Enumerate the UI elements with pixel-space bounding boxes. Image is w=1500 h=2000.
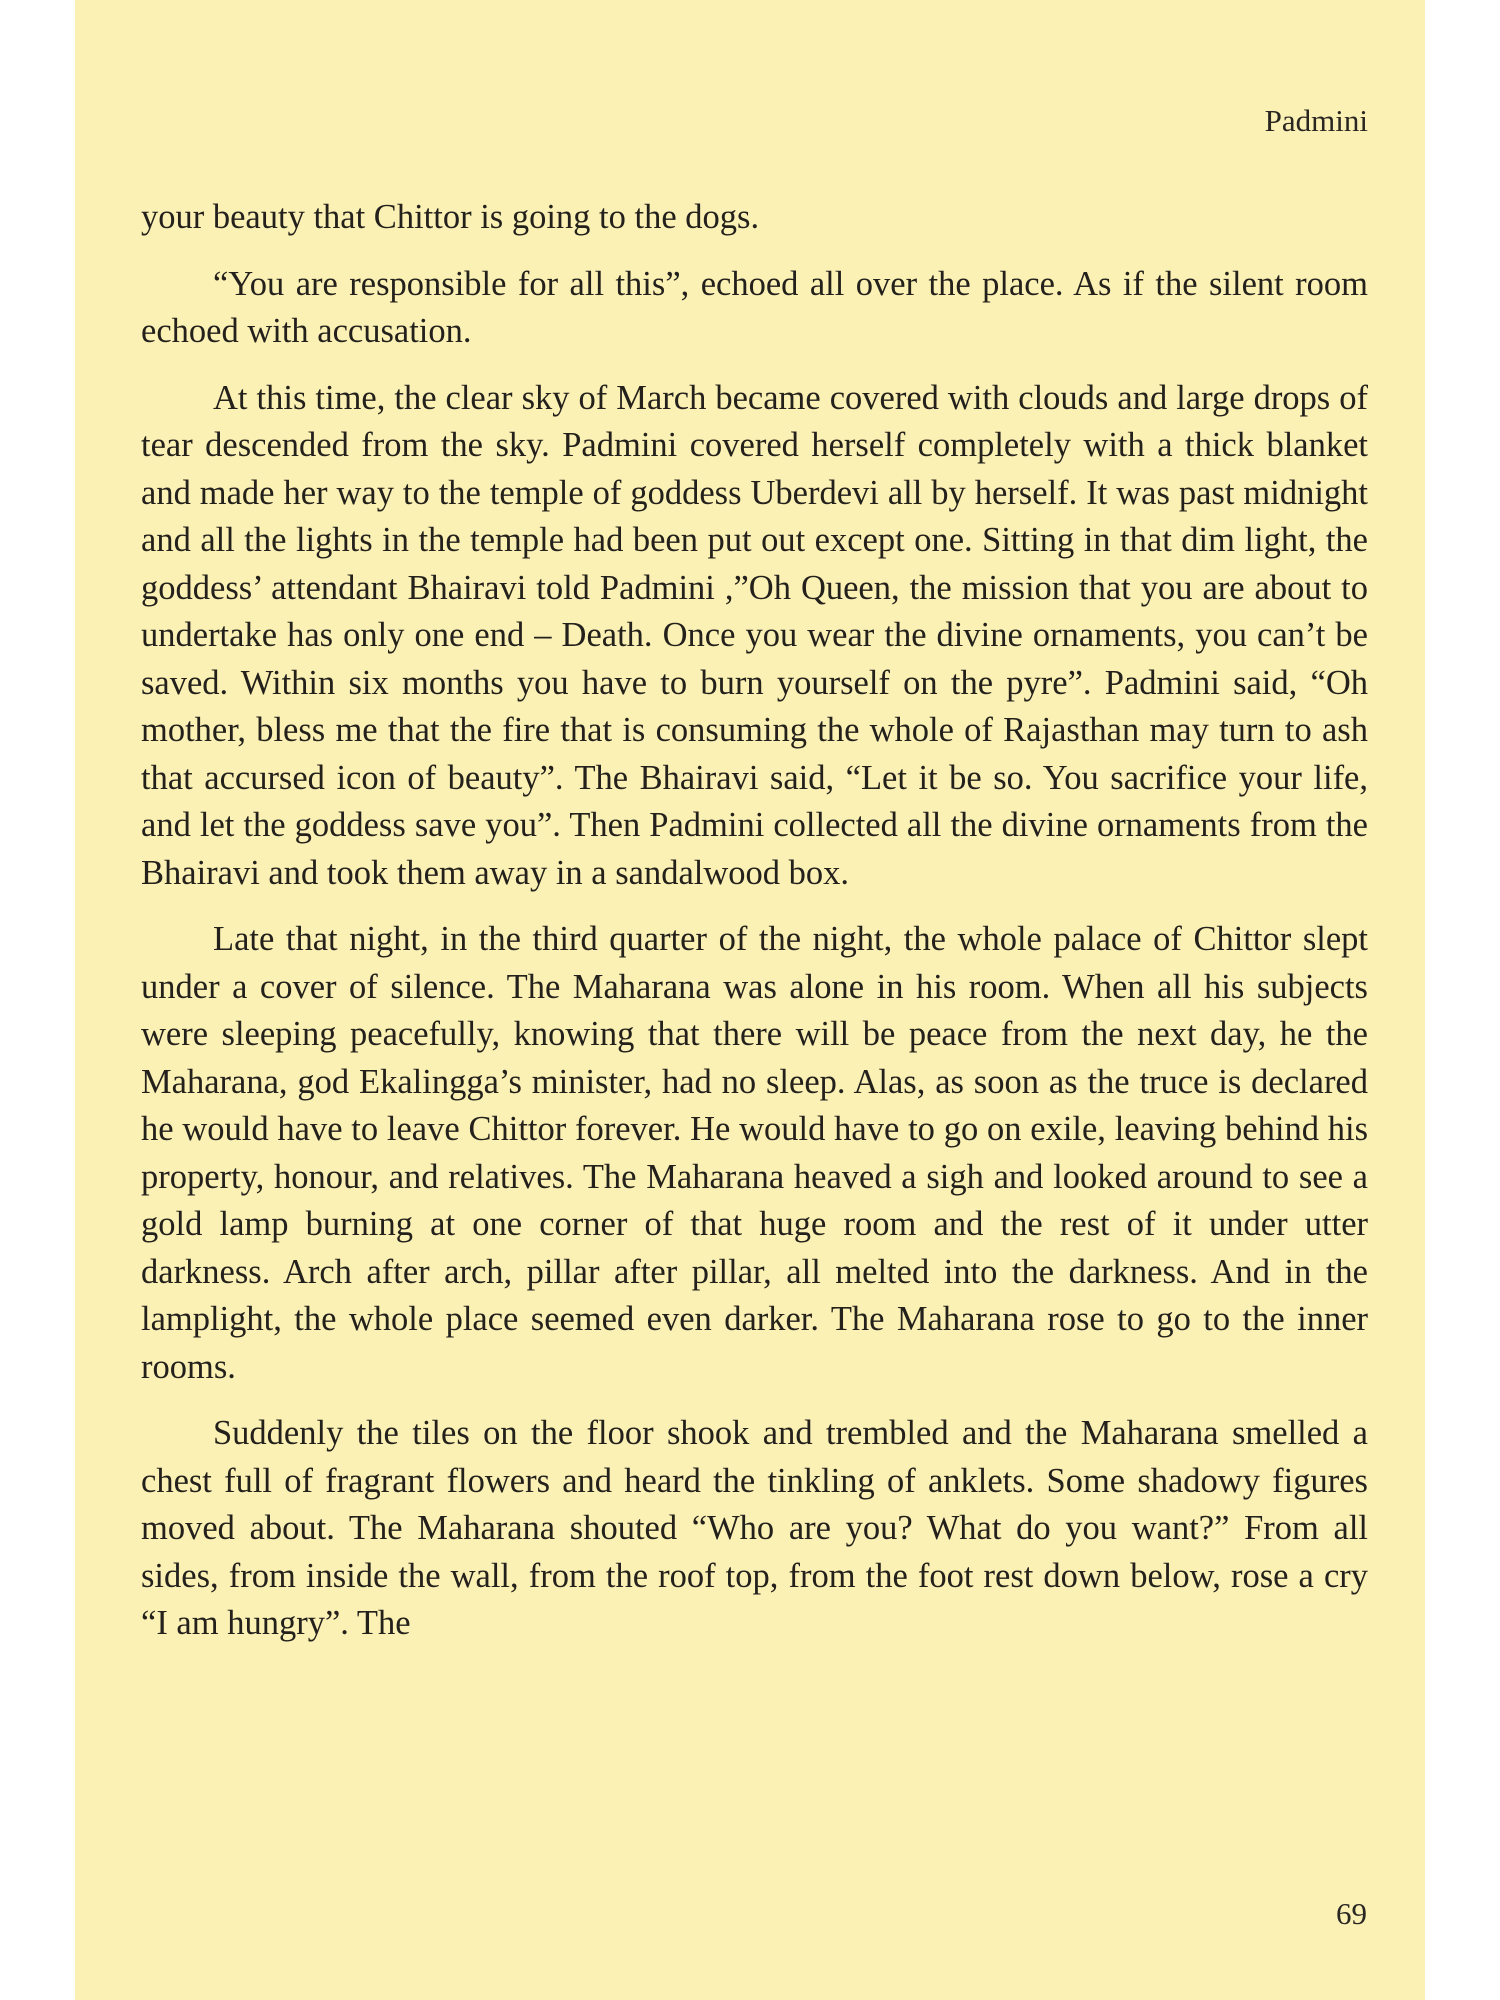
paragraph-1: your beauty that Chittor is going to the dogs. [141,198,760,236]
paragraph-3: At this time, the clear sky of March became covered with clouds and large drops of tear descended from the sky. Padmini covered herself completely with a thick blanket and made her way to the temple of goddess Uberdevi all by herself. It was past midnight and all the lights in the temple had been put out except one. Sitting in that dim light, the goddess’ attendant Bhairavi told Padmini ,”Oh Queen, the mission that you are about to undertake has only one end – Death. Once you wear the divine ornaments, you can’t be saved. Within six months you have to burn yourself on the pyre”. Padmini said, “Oh mother, bless me that the fire that is consuming the whole of Rajasthan may turn to ash that accursed icon of beauty”. The Bhairavi said, “Let it be so. You sacrifice your life, and let the goddess save you”. Then Padmini collected all the divine ornaments from the Bhairavi and took them away in a sandalwood box. [141,378,1368,892]
body-text [141,194,1368,1667]
paragraph-4: Late that night, in the third quarter of the night, the whole palace of Chittor slept under a cover of silence. The Maharana was alone in his room. When all his subjects were sleeping peacefully, knowing that there will be peace from the next day, he the Maharana, god Ekalingga’s minister, had no sleep. Alas, as soon as the truce is declared he would have to leave Chittor forever. He would have to go on exile, leaving behind his property, honour, and relatives. The Maharana heaved a sigh and looked around to see a gold lamp burning at one corner of that huge room and the rest of it under utter darkness. Arch after arch, pillar after pillar, all melted into the darkness. And in the lamplight, the whole place seemed even darker. The Maharana rose to go to the inner rooms. [141,920,1368,1386]
page-number: 69 [1336,1896,1367,1931]
book-page [75,0,1425,2000]
paragraph-5: Suddenly the tiles on the floor shook and trembled and the Maharana smelled a chest full of fragrant flowers and heard the tinkling of anklets. Some shadowy figures moved about. The Maharana shouted “Who are you? What do you want?” From all sides, from inside the wall, from the roof top, from the foot rest down below, rose a cry “I am hungry”. The [141,1414,1368,1642]
paragraph-2: “You are responsible for all this”, echoed all over the place. As if the silent room echoed with accusation. [141,264,1368,350]
running-head: Padmini [1264,103,1368,138]
